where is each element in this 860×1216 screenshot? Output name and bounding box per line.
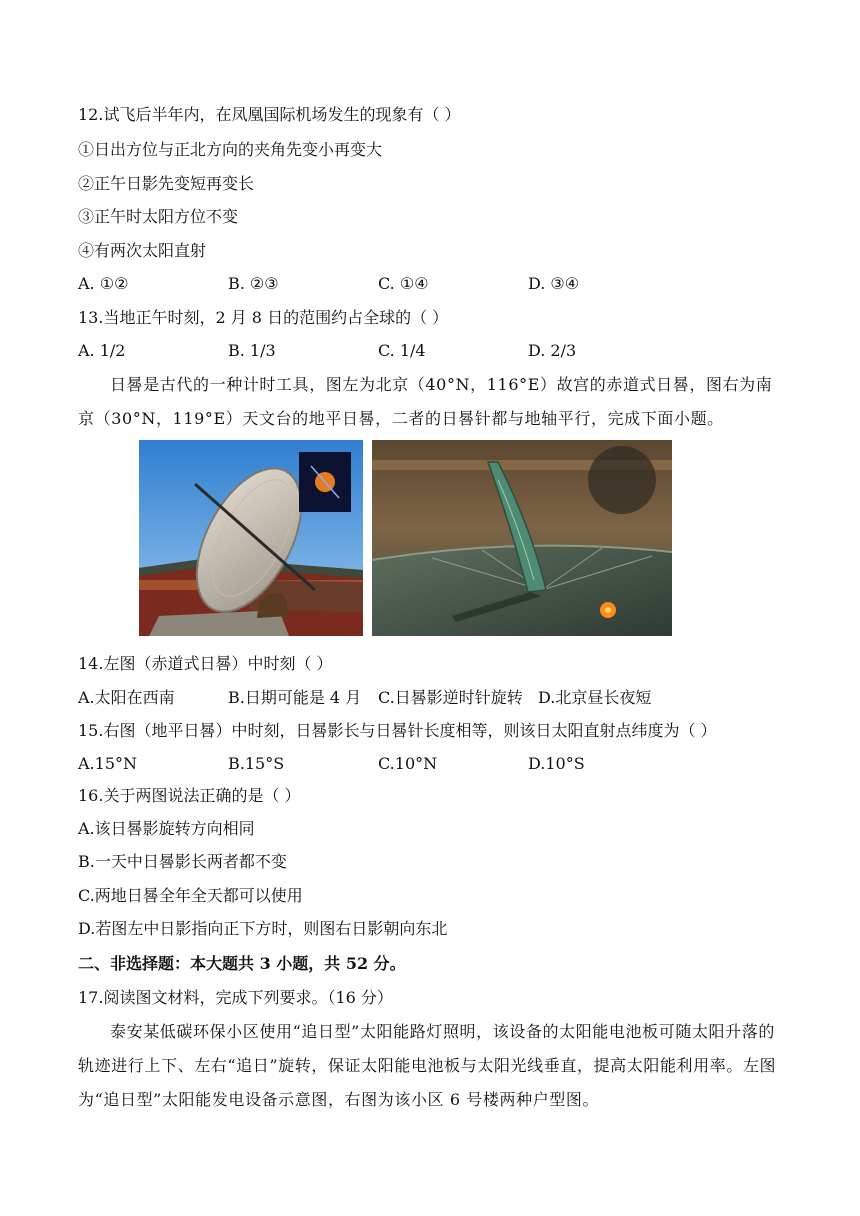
q14-option-d[interactable]: D.北京昼长夜短 [538,688,652,707]
q12-option-a[interactable]: A. ①② [78,274,129,293]
q13-option-a[interactable]: A. 1/2 [78,341,126,360]
q13-option-b[interactable]: B. 1/3 [228,341,276,360]
q14-option-c[interactable]: C.日晷影逆时针旋转 [378,688,523,707]
q16-option-c[interactable]: C.两地日晷全年全天都可以使用 [78,886,303,905]
q12-statement-1: ①日出方位与正北方向的夹角先变小再变大 [78,140,383,159]
equatorial-sundial-photo [139,440,363,636]
q15-options [78,754,778,774]
q17-material: 泰安某低碳环保小区使用“追日型”太阳能路灯照明，该设备的太阳能电池板可随太阳升落的轨迹进行上下、左右“追日”旋转，保证太阳能电池板与太阳光线垂直，提高太阳能利用率。左图为“追日型”太阳能发电设备示意图，右图为该小区 6 号楼两种户型图。 [78,1022,777,1109]
q14-options [78,688,778,708]
q15-stem: 15.右图（地平日晷）中时刻，日晷影长与日晷针长度相等，则该日太阳直射点纬度为（ ） [78,721,717,740]
q12-option-c[interactable]: C. ①④ [378,274,429,293]
q12-statement-2: ②正午日影先变短再变长 [78,174,255,193]
q13-option-c[interactable]: C. 1/4 [378,341,426,360]
q12-option-b[interactable]: B. ②③ [228,274,279,293]
q13-option-d[interactable]: D. 2/3 [528,341,577,360]
q14-option-a[interactable]: A.太阳在西南 [78,688,175,707]
q16-option-d[interactable]: D.若图左中日影指向正下方时，则图右日影朝向东北 [78,919,448,938]
q15-option-d[interactable]: D.10°S [528,754,585,773]
q14-option-b[interactable]: B.日期可能是 4 月 [228,688,362,707]
section-2-heading: 二、非选择题：本大题共 3 小题，共 52 分。 [78,954,406,973]
q16-option-b[interactable]: B.一天中日晷影长两者都不变 [78,852,287,871]
q13-stem: 13.当地正午时刻，2 月 8 日的范围约占全球的（ ） [78,308,449,327]
q12-statement-4: ④有两次太阳直射 [78,241,207,260]
q13-options [78,341,778,361]
q16-option-a[interactable]: A.该日晷影旋转方向相同 [78,819,255,838]
q12-statement-3: ③正午时太阳方位不变 [78,207,239,226]
q15-option-b[interactable]: B.15°S [228,754,285,773]
q15-option-c[interactable]: C.10°N [378,754,438,773]
q12-stem: 12.试飞后半年内，在凤凰国际机场发生的现象有（ ） [78,105,461,124]
q12-option-d[interactable]: D. ③④ [528,274,580,293]
q12-options [78,274,778,294]
horizontal-sundial-photo [372,440,672,636]
q15-option-a[interactable]: A.15°N [78,754,137,773]
q17-stem: 17.阅读图文材料，完成下列要求。（16 分） [78,988,393,1007]
q16-stem: 16.关于两图说法正确的是（ ） [78,786,301,805]
q14-stem: 14.左图（赤道式日晷）中时刻（ ） [78,654,333,673]
sundial-intro: 日晷是古代的一种计时工具，图左为北京（40°N，116°E）故宫的赤道式日晷，图右为南京（30°N，119°E）天文台的地平日晷，二者的日晷针都与地轴平行，完成下面小题。 [78,375,773,428]
